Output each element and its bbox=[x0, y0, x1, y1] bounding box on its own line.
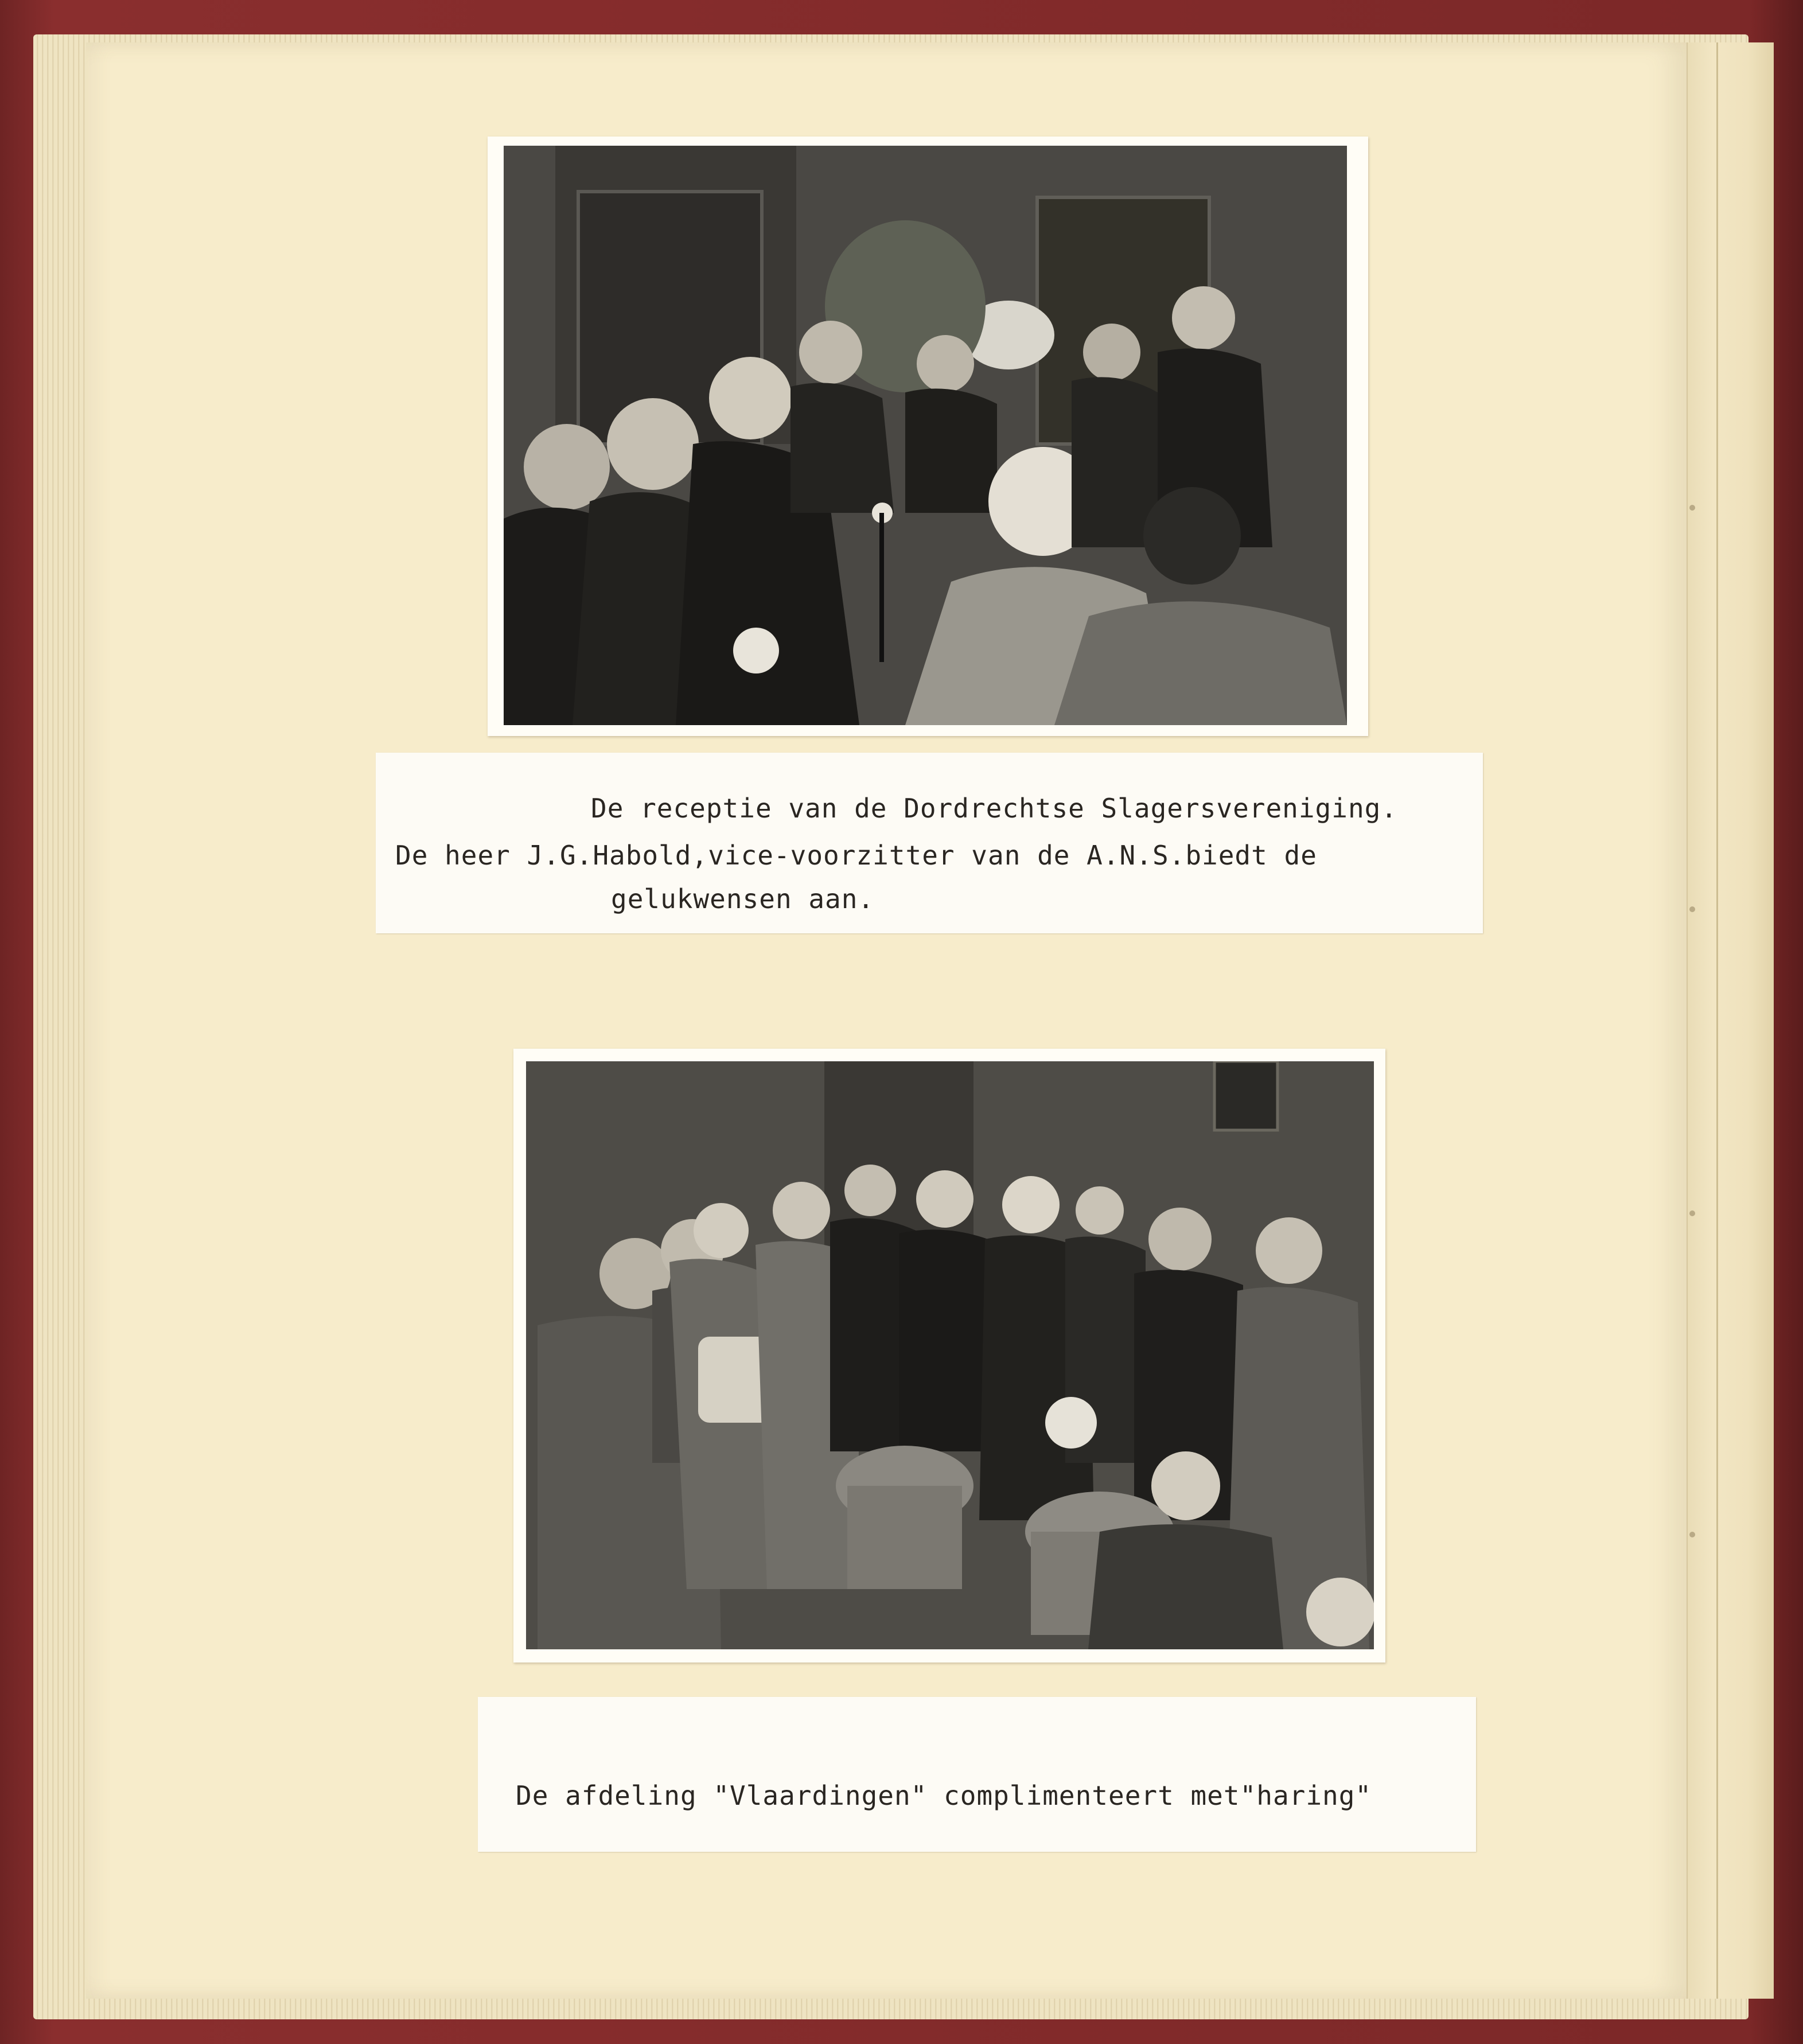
binding-pin bbox=[1689, 906, 1695, 912]
binding-pin bbox=[1689, 505, 1695, 511]
herring-scene bbox=[526, 1061, 1374, 1649]
top-caption-line-3: gelukwensen aan. bbox=[611, 883, 875, 914]
reception-scene bbox=[504, 146, 1347, 725]
page-gutter bbox=[1687, 42, 1774, 1999]
top-caption bbox=[376, 753, 1483, 933]
binding-pin bbox=[1689, 1532, 1695, 1537]
bottom-photo-mount bbox=[513, 1049, 1385, 1663]
reception-photo bbox=[504, 146, 1347, 725]
binding-edge bbox=[1716, 42, 1718, 1999]
top-photo-mount bbox=[488, 137, 1368, 736]
bottom-caption-line-1: De afdeling "Vlaardingen" complimenteert met"haring" bbox=[516, 1780, 1372, 1811]
binding-pin bbox=[1689, 1210, 1695, 1216]
herring-presentation-photo bbox=[526, 1061, 1374, 1649]
top-caption-line-1: De receptie van de Dordrechtse Slagersvereniging. bbox=[591, 793, 1398, 824]
top-caption-line-2: De heer J.G.Habold,vice-voorzitter van de A.N.S.biedt de bbox=[395, 840, 1317, 871]
bottom-caption bbox=[478, 1697, 1476, 1852]
